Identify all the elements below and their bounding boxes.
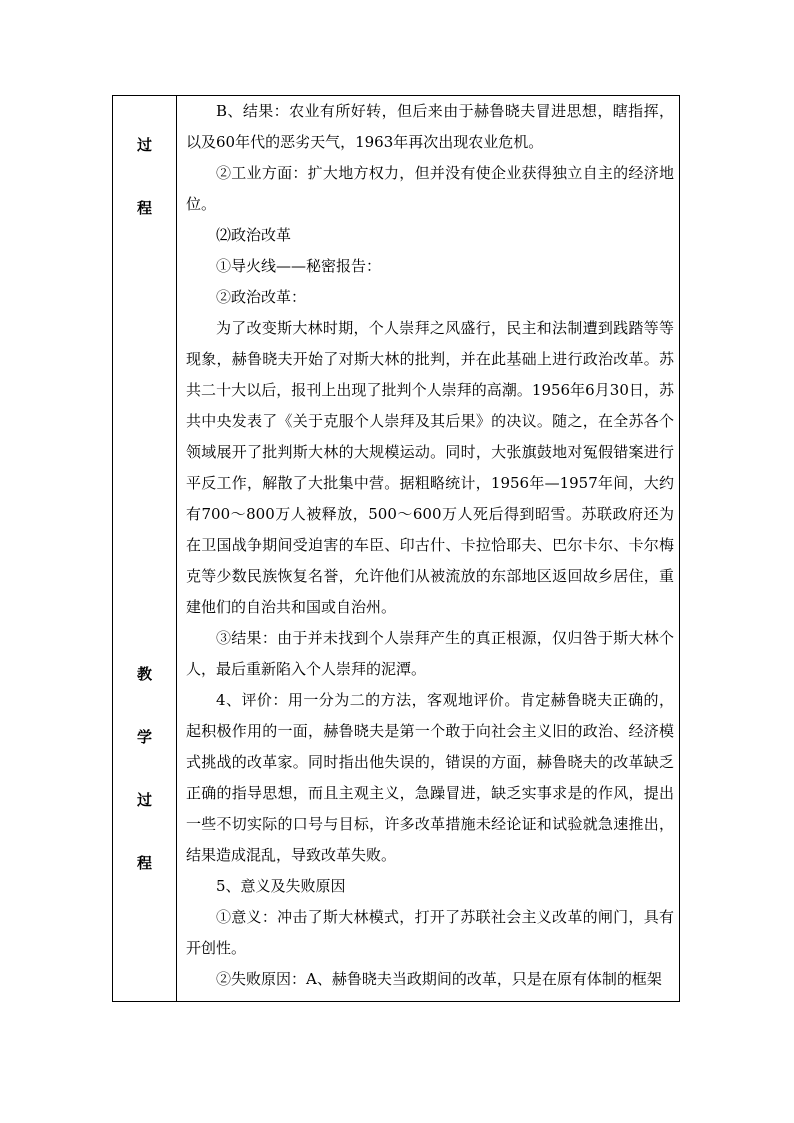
lesson-table	[112, 95, 680, 1002]
paragraph-significance-heading: 5、意义及失败原因	[216, 877, 346, 895]
side-label-char: 过	[136, 791, 152, 809]
side-label-char: 教	[136, 665, 152, 683]
paragraph-result-political: ③结果：由于并未找到个人崇拜产生的真正根源，仅归咎于斯大林个人，最后重新陷入个人崇拜的泥潭。	[186, 629, 674, 678]
side-label-char: 学	[136, 728, 152, 746]
content-cell	[177, 96, 680, 1001]
paragraph-significance: ①意义：冲击了斯大林模式，打开了苏联社会主义改革的闸门，具有开创性。	[186, 908, 674, 957]
paragraph-political-reform-heading: ⑵政治改革	[216, 226, 292, 244]
side-label-char: 程	[136, 199, 152, 217]
paragraph-political-reform-sub: ②政治改革：	[216, 288, 307, 306]
paragraph-failure-reasons: ②失败原因：A、赫鲁晓夫当政期间的改革，只是在原有体制的框架	[216, 970, 662, 988]
paragraph-result-agriculture: B、结果：农业有所好转，但后来由于赫鲁晓夫冒进思想，瞎指挥，以及60年代的恶劣天气，1963年再次出现农业危机。	[186, 102, 674, 151]
side-label-char: 过	[136, 136, 152, 154]
paragraph-industry: ②工业方面：扩大地方权力，但并没有使企业获得独立自主的经济地位。	[186, 164, 674, 213]
paragraph-political-reform-body: 为了改变斯大林时期，个人崇拜之风盛行，民主和法制遭到践踏等等现象，赫鲁晓夫开始了对斯大林的批判，并在此基础上进行政治改革。苏共二十大以后，报刊上出现了批判个人崇拜的高潮。1956年6月30日，苏共中央发表了《关于克服个人崇拜及其后果》的决议。随之，在全苏各个领域展开了批判斯大林的大规模运动。同时，大张旗鼓地对冤假错案进行平反工作，解散了大批集中营。据粗略统计，1956年—1957年间，大约有700～800万人被释放，500～600万人死后得到昭雪。苏联政府还为在卫国战争期间受迫害的车臣、印古什、卡拉恰耶夫、巴尔卡尔、卡尔梅克等少数民族恢复名誉，允许他们从被流放的东部地区返回故乡居住，重建他们的自治共和国或自治州。	[186, 319, 674, 616]
side-label-char: 程	[136, 854, 152, 872]
paragraph-fuse: ①导火线——秘密报告：	[216, 257, 382, 275]
paragraph-evaluation: 4、评价：用一分为二的方法，客观地评价。肯定赫鲁晓夫正确的，起积极作用的一面，赫鲁晓夫是第一个敢于向社会主义旧的政治、经济模式挑战的改革家。同时指出他失误的，错误的方面，赫鲁晓夫的改革缺乏正确的指导思想，而且主观主义，急躁冒进，缺乏实事求是的作风，提出一些不切实际的口号与目标，许多改革措施未经论证和试验就急速推出，结果造成混乱，导致改革失败。	[186, 691, 674, 864]
